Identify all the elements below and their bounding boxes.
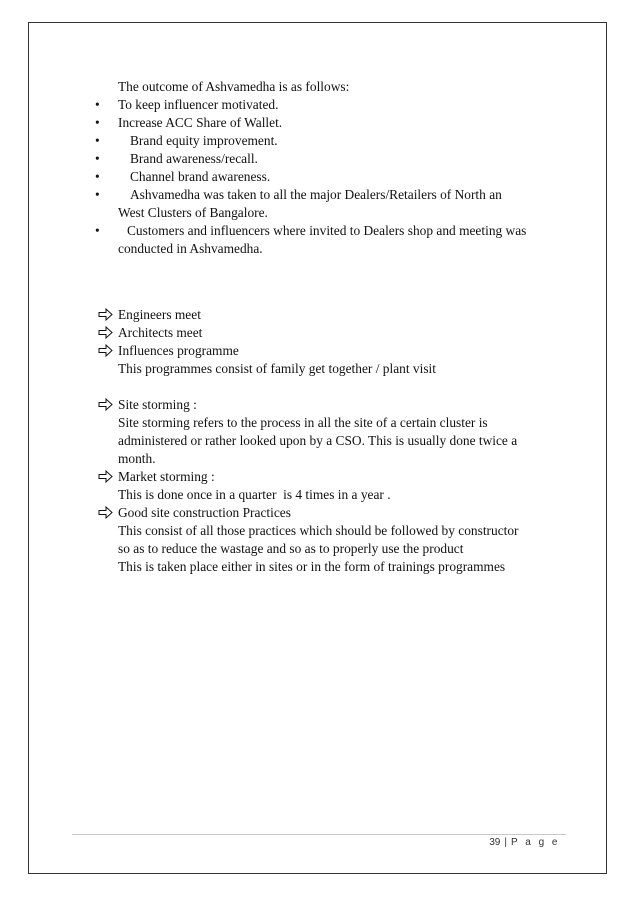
arrow-item-good-site-desc-1: This consist of all those practices which should be followed by constructor xyxy=(118,523,519,538)
bullet-dot: • xyxy=(95,97,100,112)
footer-separator: | xyxy=(504,837,507,848)
intro-text: The outcome of Ashvamedha is as follows: xyxy=(118,79,350,94)
arrow-item-good-site: Good site construction Practices xyxy=(118,505,291,520)
arrow-right-icon xyxy=(98,504,114,521)
bullet-item-5: Channel brand awareness. xyxy=(130,169,271,184)
arrow-item-architects: Architects meet xyxy=(118,325,203,340)
footer-rule xyxy=(72,834,566,835)
bullet-dot: • xyxy=(95,151,100,166)
page-number: 39 xyxy=(489,837,501,848)
arrow-right-icon xyxy=(98,324,114,341)
page-word: P a g e xyxy=(510,837,560,848)
bullet-item-3: Brand equity improvement. xyxy=(130,133,278,148)
bullet-item-7-line-1: Customers and influencers where invited to Dealers shop and meeting was xyxy=(127,223,527,238)
arrow-right-icon xyxy=(98,396,114,413)
arrow-right-icon xyxy=(98,342,114,359)
page-footer xyxy=(489,837,560,848)
bullet-item-6-line-2: West Clusters of Bangalore. xyxy=(118,205,268,220)
arrow-right-icon xyxy=(98,468,114,485)
arrow-item-good-site-desc-2: so as to reduce the wastage and so as to properly use the product xyxy=(118,541,464,556)
bullet-item-4: Brand awareness/recall. xyxy=(130,151,258,166)
arrow-right-icon xyxy=(98,306,114,323)
arrow-item-site-storming-desc-3: month. xyxy=(118,451,156,466)
arrow-item-influences: Influences programme xyxy=(118,343,239,358)
arrow-item-market-storming: Market storming : xyxy=(118,469,215,484)
arrow-item-good-site-desc-3: This is taken place either in sites or in the form of trainings programmes xyxy=(118,559,506,574)
bullet-dot: • xyxy=(95,169,100,184)
arrow-item-site-storming-desc-1: Site storming refers to the process in all the site of a certain cluster is xyxy=(118,415,488,430)
bullet-item-1: To keep influencer motivated. xyxy=(118,97,279,112)
arrow-item-influences-desc: This programmes consist of family get together / plant visit xyxy=(118,361,436,376)
bullet-dot: • xyxy=(95,115,100,130)
bullet-dot: • xyxy=(95,223,100,238)
bullet-item-6-line-1: Ashvamedha was taken to all the major Dealers/Retailers of North an xyxy=(130,187,502,202)
arrow-item-site-storming: Site storming : xyxy=(118,397,197,412)
bullet-dot: • xyxy=(95,187,100,202)
bullet-dot: • xyxy=(95,133,100,148)
arrow-item-site-storming-desc-2: administered or rather looked upon by a CSO. This is usually done twice a xyxy=(118,433,518,448)
arrow-item-engineers: Engineers meet xyxy=(118,307,201,322)
arrow-item-market-storming-desc: This is done once in a quarter is 4 times in a year . xyxy=(118,487,391,502)
bullet-item-2: Increase ACC Share of Wallet. xyxy=(118,115,283,130)
bullet-item-7-line-2: conducted in Ashvamedha. xyxy=(118,241,263,256)
